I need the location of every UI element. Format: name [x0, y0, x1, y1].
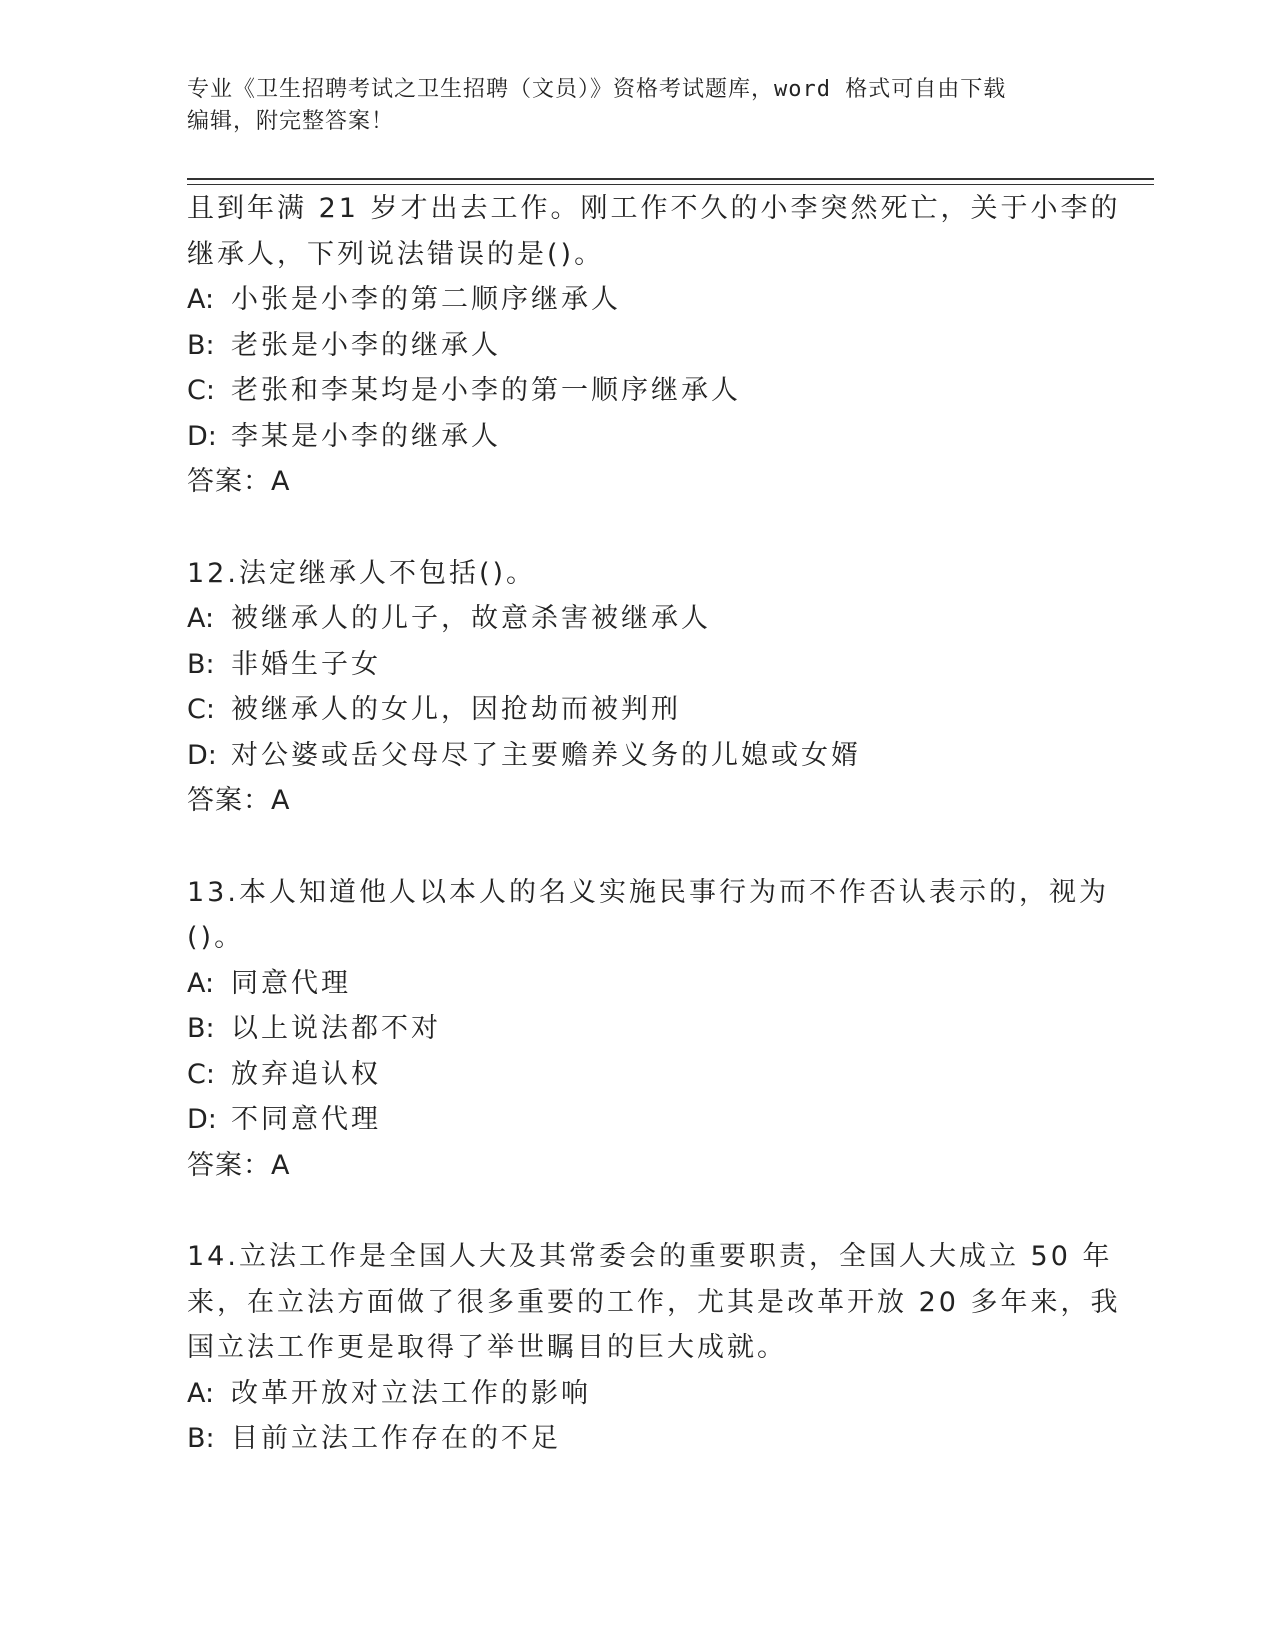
- option-text: 小张是小李的第二顺序继承人: [231, 284, 621, 315]
- option-text: 非婚生子女: [231, 648, 381, 680]
- option-c: [187, 1052, 1087, 1098]
- option-text: 李某是小李的继承人: [231, 420, 501, 452]
- option-text: 同意代理: [231, 967, 351, 999]
- question-spacer: [187, 1188, 1087, 1234]
- option-letter: B:: [187, 329, 215, 361]
- header-divider-thick: [187, 178, 1154, 180]
- option-b: [187, 1416, 1087, 1462]
- question-stem-line: 14.立法工作是全国人大及其常委会的重要职责，全国人大成立 50 年: [187, 1241, 1113, 1272]
- question-spacer: [187, 505, 1087, 551]
- option-text: 被继承人的女儿，因抢劫而被判刑: [231, 694, 681, 725]
- option-c: [187, 368, 1087, 414]
- question-block: [187, 551, 1087, 824]
- option-letter: B:: [187, 1423, 215, 1454]
- document-header: [187, 74, 1067, 138]
- question-stem-line: 13.本人知道他人以本人的名义实施民事行为而不作否认表示的，视为: [187, 876, 1109, 908]
- header-divider-thin: [187, 184, 1154, 185]
- question-stem-line: 继承人，下列说法错误的是()。: [187, 238, 605, 270]
- answer-value: A: [271, 785, 291, 816]
- answer-line: [187, 778, 1087, 824]
- answer-line: [187, 1143, 1087, 1189]
- question-block: [187, 1234, 1121, 1462]
- option-text: 不同意代理: [231, 1104, 381, 1135]
- option-letter: B:: [187, 648, 215, 680]
- option-letter: C:: [187, 694, 215, 725]
- answer-line: [187, 459, 1087, 505]
- answer-label: 答案：: [187, 785, 271, 816]
- question-stem-line: 来，在立法方面做了很多重要的工作，尤其是改革开放 20 多年来，我: [187, 1286, 1121, 1318]
- option-b: [187, 1006, 1087, 1052]
- option-letter: C:: [187, 1058, 215, 1090]
- option-text: 以上说法都不对: [231, 1013, 441, 1044]
- header-line-2: 编辑，附完整答案！: [187, 109, 395, 134]
- option-text: 改革开放对立法工作的影响: [231, 1377, 591, 1409]
- question-spacer: [187, 824, 1087, 870]
- question-stem-line: 且到年满 21 岁才出去工作。刚工作不久的小李突然死亡，关于小李的: [187, 193, 1121, 224]
- option-letter: D:: [187, 420, 217, 452]
- option-letter: A:: [187, 967, 215, 999]
- option-letter: D:: [187, 1104, 217, 1135]
- question-stem-line: 国立法工作更是取得了举世瞩目的巨大成就。: [187, 1332, 787, 1363]
- option-text: 放弃追认权: [231, 1058, 381, 1090]
- option-b: [187, 642, 1087, 688]
- question-content: [187, 186, 1121, 1462]
- option-a: [187, 961, 1087, 1007]
- option-letter: C:: [187, 375, 215, 406]
- question-stem-line: 12.法定继承人不包括()。: [187, 557, 537, 589]
- option-a: [187, 596, 1087, 642]
- option-text: 对公婆或岳父母尽了主要赡养义务的儿媳或女婿: [231, 739, 861, 771]
- option-d: [187, 1097, 1087, 1143]
- option-text: 目前立法工作存在的不足: [231, 1423, 561, 1454]
- answer-label: 答案：: [187, 1149, 271, 1181]
- option-letter: D:: [187, 739, 217, 771]
- option-a: [187, 277, 1087, 323]
- option-text: 被继承人的儿子，故意杀害被继承人: [231, 603, 711, 634]
- question-stem-line: ()。: [187, 922, 245, 953]
- option-d: [187, 414, 1087, 460]
- answer-label: 答案：: [187, 466, 271, 497]
- option-b: [187, 323, 1087, 369]
- option-letter: A:: [187, 1377, 215, 1409]
- option-c: [187, 687, 1087, 733]
- question-block: [187, 870, 1109, 1189]
- header-line-1: 专业《卫生招聘考试之卫生招聘（文员）》资格考试题库，word 格式可自由下载: [187, 77, 1007, 102]
- question-block: [187, 186, 1121, 505]
- answer-value: A: [271, 1149, 291, 1181]
- option-letter: A:: [187, 603, 215, 634]
- option-letter: A:: [187, 284, 215, 315]
- option-text: 老张和李某均是小李的第一顺序继承人: [231, 375, 741, 406]
- option-text: 老张是小李的继承人: [231, 329, 501, 361]
- option-d: [187, 733, 1087, 779]
- option-letter: B:: [187, 1013, 215, 1044]
- answer-value: A: [271, 466, 291, 497]
- option-a: [187, 1371, 1087, 1417]
